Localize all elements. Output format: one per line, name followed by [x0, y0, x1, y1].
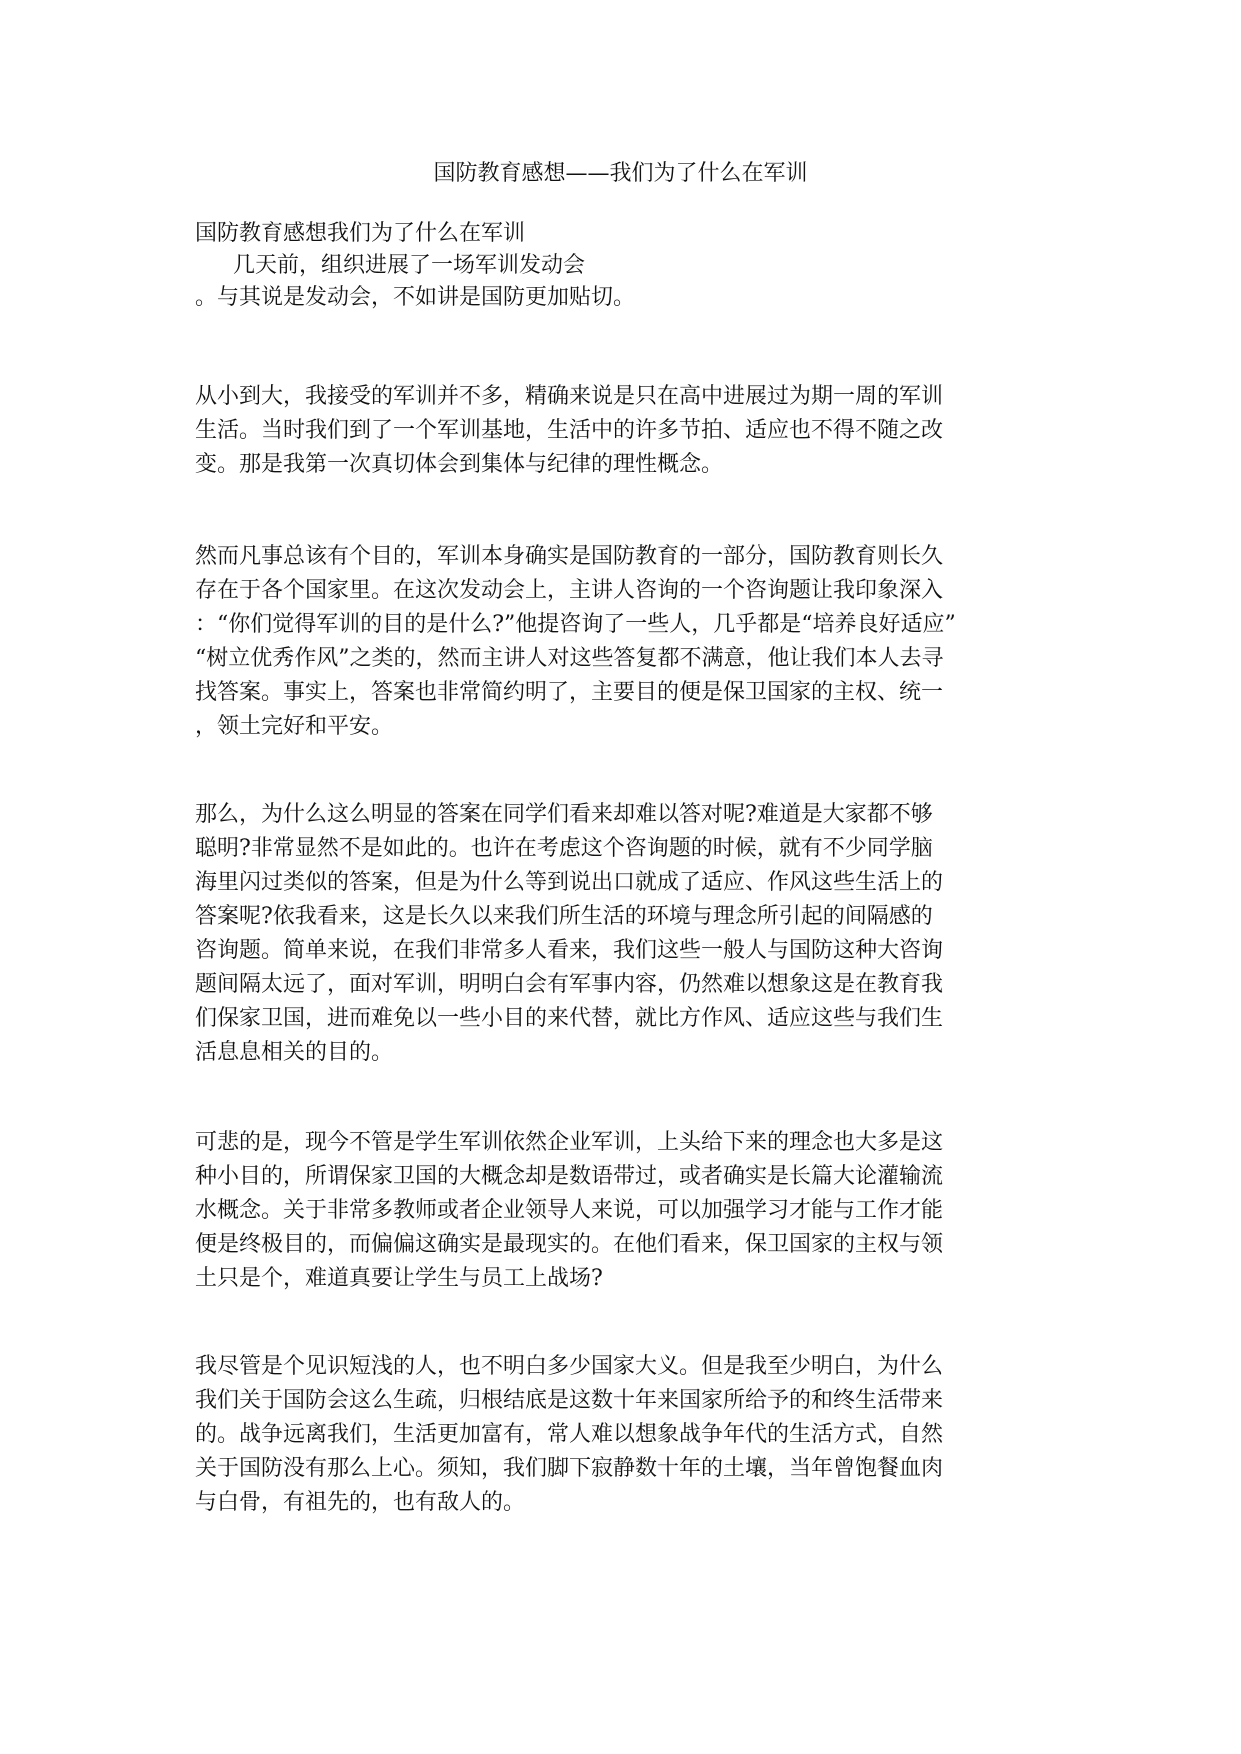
paragraph-line: 水概念。关于非常多教师或者企业领导人来说，可以加强学习才能与工作才能 — [195, 1198, 944, 1223]
paragraph-line: 题间隔太远了，面对军训，明明白会有军事内容，仍然难以想象这是在教育我 — [195, 972, 944, 997]
paragraph-line: 从小到大，我接受的军训并不多，精确来说是只在高中进展过为期一周的军训 — [195, 384, 944, 409]
paragraph-line: ，领土完好和平安。 — [195, 714, 394, 739]
paragraph-line: ：“你们觉得军训的目的是什么?”他提咨询了一些人，几乎都是“培养良好适应” — [195, 612, 956, 637]
paragraph-line: 的。战争远离我们，生活更加富有，常人难以想象战争年代的生活方式，自然 — [195, 1422, 944, 1447]
paragraph-line: 关于国防没有那么上心。须知，我们脚下寂静数十年的土壤，当年曾饱餐血肉 — [195, 1456, 944, 1481]
paragraph — [195, 798, 1075, 1070]
intro-line: 几天前，组织进展了一场军训发动会 — [233, 253, 586, 278]
intro-line: 。与其说是发动会，不如讲是国防更加贴切。 — [195, 285, 636, 310]
paragraph-line: 们保家卫国，进而难免以一些小目的来代替，就比方作风、适应这些与我们生 — [195, 1006, 944, 1031]
intro-line: 国防教育感想我们为了什么在军训 — [195, 221, 526, 246]
paragraph-line: 答案呢?依我看来，这是长久以来我们所生活的环境与理念所引起的间隔感的 — [195, 904, 933, 929]
paragraph-line: 聪明?非常显然不是如此的。也许在考虑这个咨询题的时候，就有不少同学脑 — [195, 836, 933, 861]
paragraph-line: 找答案。事实上，答案也非常简约明了，主要目的便是保卫国家的主权、统一 — [195, 680, 944, 705]
paragraph-line: 生活。当时我们到了一个军训基地，生活中的许多节拍、适应也不得不随之改 — [195, 418, 944, 443]
paragraph-line: 便是终极目的，而偏偏这确实是最现实的。在他们看来，保卫国家的主权与领 — [195, 1232, 944, 1257]
paragraph-line: 种小目的，所谓保家卫国的大概念却是数语带过，或者确实是长篇大论灌输流 — [195, 1164, 944, 1189]
paragraph-line: 我们关于国防会这么生疏，归根结底是这数十年来国家所给予的和终生活带来 — [195, 1388, 944, 1413]
paragraph-line: 然而凡事总该有个目的，军训本身确实是国防教育的一部分，国防教育则长久 — [195, 544, 944, 569]
document-title: 国防教育感想——我们为了什么在军训 — [433, 161, 808, 186]
paragraph-line: 与白骨，有祖先的，也有敌人的。 — [195, 1490, 526, 1515]
intro-block — [195, 218, 1075, 314]
paragraph — [195, 1126, 1075, 1296]
paragraph-line: 土只是个，难道真要让学生与员工上战场? — [195, 1266, 603, 1291]
paragraph-line: “树立优秀作风”之类的，然而主讲人对这些答复都不满意，他让我们本人去寻 — [195, 646, 944, 671]
paragraph — [195, 380, 1075, 482]
paragraph-line: 我尽管是个见识短浅的人，也不明白多少国家大义。但是我至少明白，为什么 — [195, 1354, 944, 1379]
paragraph-line: 可悲的是，现今不管是学生军训依然企业军训，上头给下来的理念也大多是这 — [195, 1130, 944, 1155]
paragraph-line: 那么，为什么这么明显的答案在同学们看来却难以答对呢?难道是大家都不够 — [195, 802, 933, 827]
paragraph-line: 咨询题。简单来说，在我们非常多人看来，我们这些一般人与国防这种大咨询 — [195, 938, 944, 963]
paragraph — [195, 540, 1075, 744]
paragraph-line: 存在于各个国家里。在这次发动会上，主讲人咨询的一个咨询题让我印象深入 — [195, 578, 944, 603]
paragraph-line: 变。那是我第一次真切体会到集体与纪律的理性概念。 — [195, 452, 724, 477]
paragraph-line: 活息息相关的目的。 — [195, 1040, 394, 1065]
paragraph — [195, 1350, 1075, 1520]
paragraph-line: 海里闪过类似的答案，但是为什么等到说出口就成了适应、作风这些生活上的 — [195, 870, 944, 895]
